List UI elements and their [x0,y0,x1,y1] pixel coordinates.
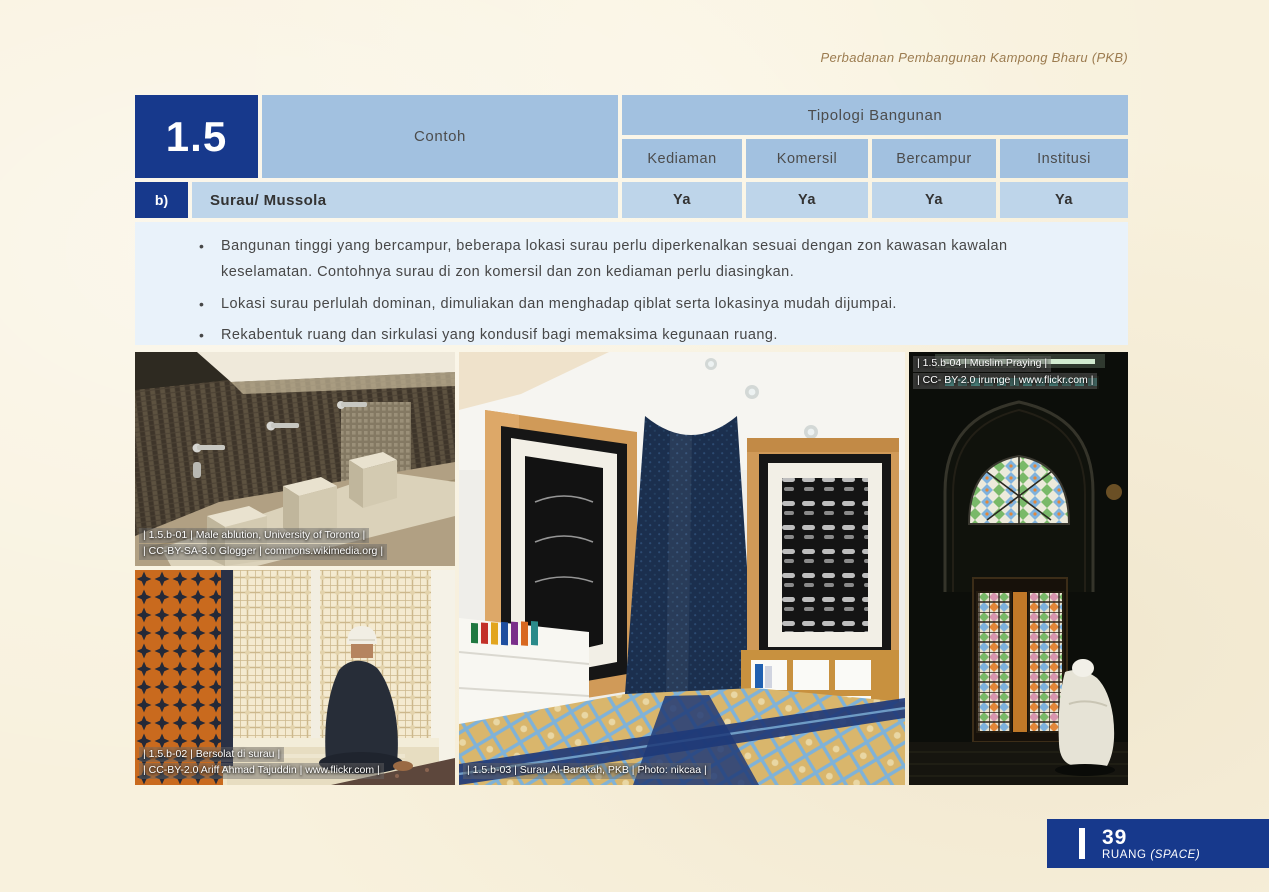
note-item [199,323,1088,349]
column-header-komersil: Komersil [746,139,868,178]
caption-line: | CC-BY-SA-3.0 Glogger | commons.wikimedia.org | [139,544,387,560]
caption-line: | 1.5.b-03 | Surau Al-Barakah, PKB | Photo: nikcaa | [463,763,711,779]
bullet-icon: • [199,295,205,312]
tipologi-bangunan-header-cell: Tipologi Bangunan [622,95,1128,135]
note-text: Rekabentuk ruang dan sirkulasi yang kondusif bagi memaksima kegunaan ruang. [221,327,778,344]
photo-caption [139,747,384,781]
note-item [199,234,1088,286]
note-text: Bangunan tinggi yang bercampur, beberapa lokasi surau perlu diperkenalkan sesuai dengan zon kawasan kawalan keselamatan. Contohnya surau di zon komersil dan zon kediaman perlu diasingkan. [221,238,1008,280]
photo-caption [139,528,387,562]
row-value-komersil: Ya [746,182,868,218]
row-label-surau-mussola: Surau/ Mussola [192,182,618,218]
photo-muslim-praying-illustration [909,352,1128,785]
caption-line: | 1.5.b-04 | Muslim Praying | [913,356,1051,372]
row-value-bercampur: Ya [872,182,996,218]
column-header-bercampur: Bercampur [872,139,996,178]
notes-panel [135,222,1128,345]
bullet-icon: • [199,238,205,254]
row-value-institusi: Ya [1000,182,1128,218]
row-index-cell: b) [135,182,188,218]
column-header-institusi: Institusi [1000,139,1128,178]
column-header-kediaman: Kediaman [622,139,742,178]
photo-caption [463,763,711,780]
photo-surau-interior-illustration [459,352,905,785]
row-value-kediaman: Ya [622,182,742,218]
caption-line: | CC- BY-2.0 irumge | www.flickr.com | [913,373,1097,389]
caption-line: | 1.5.b-02 | Bersolat di surau | [139,747,284,763]
footer-page-tag [1047,819,1269,868]
photo-caption [913,356,1097,390]
photo-muslim-praying [909,352,1128,785]
caption-line: | CC-BY-2.0 Ariff Ahmad Tajuddin | www.flickr.com | [139,763,384,779]
section-number-cell: 1.5 [135,95,258,178]
page-number: 39 [1102,825,1128,849]
section-label: RUANG (SPACE) [1102,848,1201,861]
note-item [199,292,1088,318]
bullet-icon: • [199,327,205,344]
caption-line: | 1.5.b-01 | Male ablution, University of Toronto | [139,528,369,544]
note-text: Lokasi surau perlulah dominan, dimuliakan dan menghadap qiblat serta lokasinya mudah dijumpai. [221,295,897,312]
footer-divider-bar [1079,828,1085,859]
page-header-title: Perbadanan Pembangunan Kampong Bharu (PKB) [820,50,1128,65]
photo-male-ablution [135,352,455,566]
photo-bersolat-di-surau [135,570,455,785]
photo-surau-al-barakah [459,352,905,785]
contoh-header-cell: Contoh [262,95,618,178]
